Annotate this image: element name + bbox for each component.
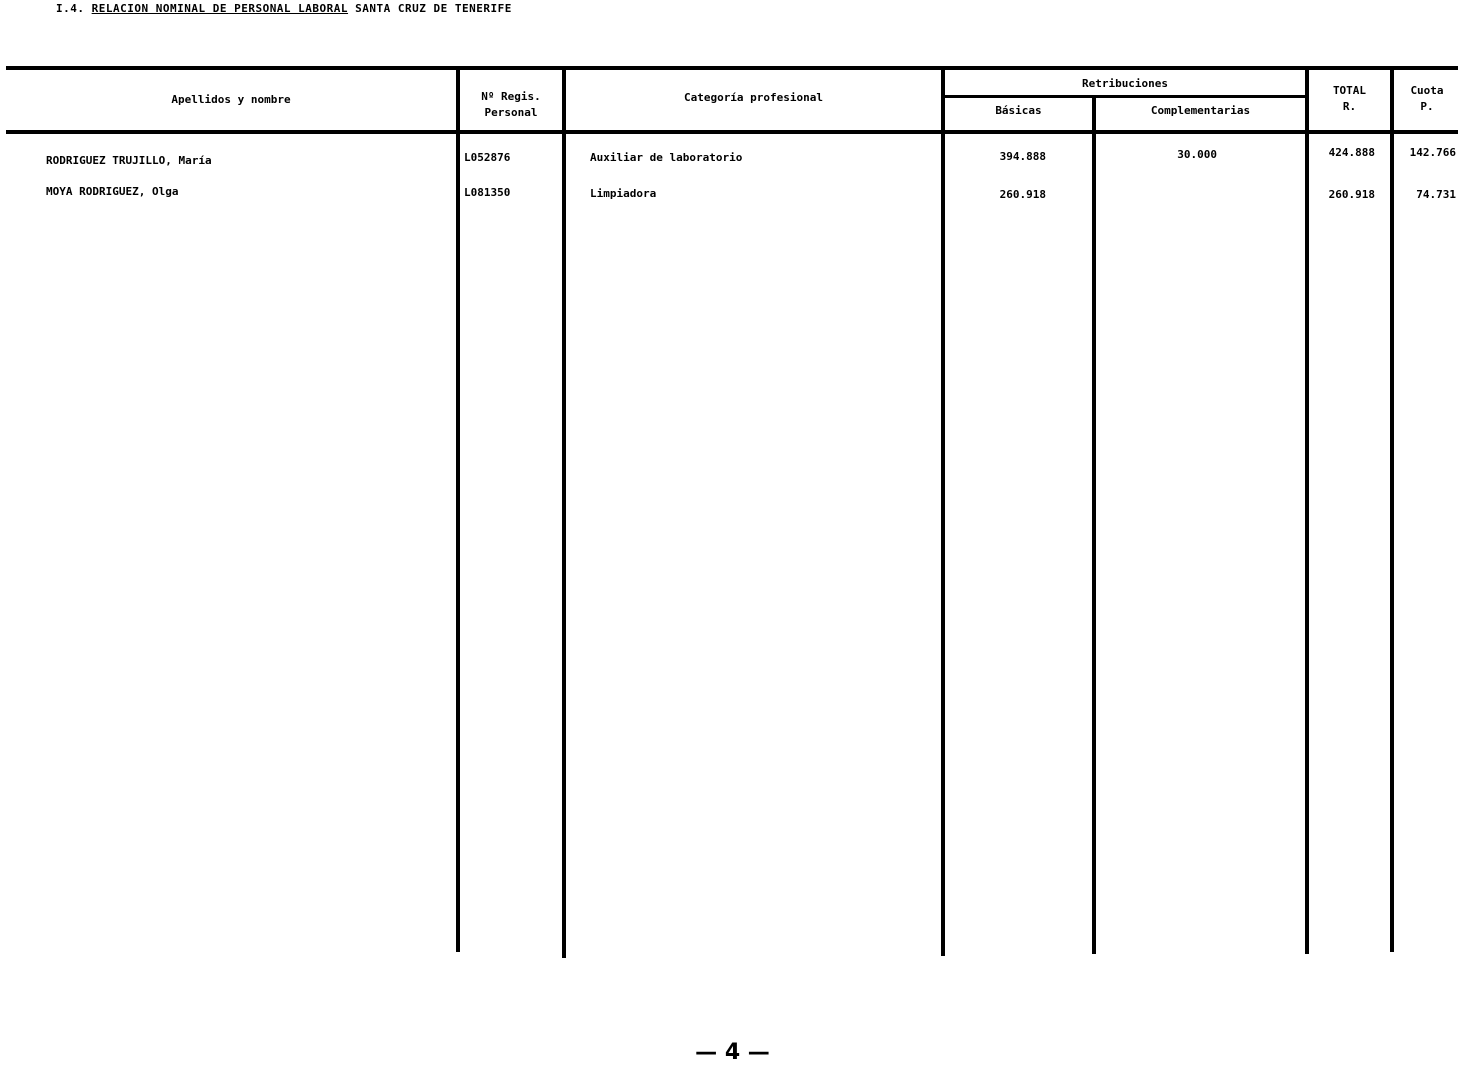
- header-retributions: Retribuciones: [1081, 77, 1169, 90]
- heading-prefix: I.4.: [56, 2, 85, 15]
- cell-complementary: 30.000: [1177, 148, 1217, 161]
- heading-main: RELACION NOMINAL DE PERSONAL LABORAL: [91, 2, 349, 15]
- header-total-line2: R.: [1342, 100, 1357, 113]
- header-name: Apellidos y nombre: [171, 93, 291, 106]
- page-number: — 4 —: [695, 1040, 770, 1065]
- cell-total: 260.918: [1328, 188, 1375, 201]
- heading-place: SANTA CRUZ DE TENERIFE: [355, 2, 512, 15]
- header-quota-line1: Cuota: [1410, 84, 1444, 97]
- cell-name: MOYA RODRIGUEZ, Olga: [46, 185, 179, 198]
- cell-category: Auxiliar de laboratorio: [590, 151, 743, 164]
- col-divider-1: [456, 68, 460, 952]
- cell-basic: 260.918: [999, 188, 1046, 201]
- cell-basic: 394.888: [999, 150, 1046, 163]
- header-quota-line2: P.: [1420, 100, 1434, 113]
- header-complementary: Complementarias: [1150, 104, 1251, 117]
- cell-total: 424.888: [1328, 146, 1375, 159]
- retributions-divider: [944, 95, 1306, 98]
- col-divider-2: [562, 68, 566, 958]
- header-basic: Básicas: [995, 104, 1042, 117]
- header-total-line1: TOTAL: [1332, 84, 1367, 97]
- col-divider-3: [941, 68, 945, 956]
- cell-category: Limpiadora: [590, 187, 657, 200]
- cell-registry: L081350: [464, 186, 511, 199]
- cell-name: RODRIGUEZ TRUJILLO, María: [46, 154, 212, 167]
- col-divider-4: [1092, 96, 1096, 954]
- table-top-border: [6, 66, 1458, 70]
- cell-quota: 142.766: [1409, 146, 1456, 159]
- document-heading: [56, 2, 512, 15]
- header-category: Categoría profesional: [683, 91, 824, 104]
- header-registry-line1: Nº Regis.: [481, 90, 541, 103]
- cell-registry: L052876: [464, 151, 511, 164]
- header-bottom-border: [6, 130, 1458, 134]
- header-registry-line2: Personal: [484, 106, 538, 119]
- cell-quota: 74.731: [1416, 188, 1456, 201]
